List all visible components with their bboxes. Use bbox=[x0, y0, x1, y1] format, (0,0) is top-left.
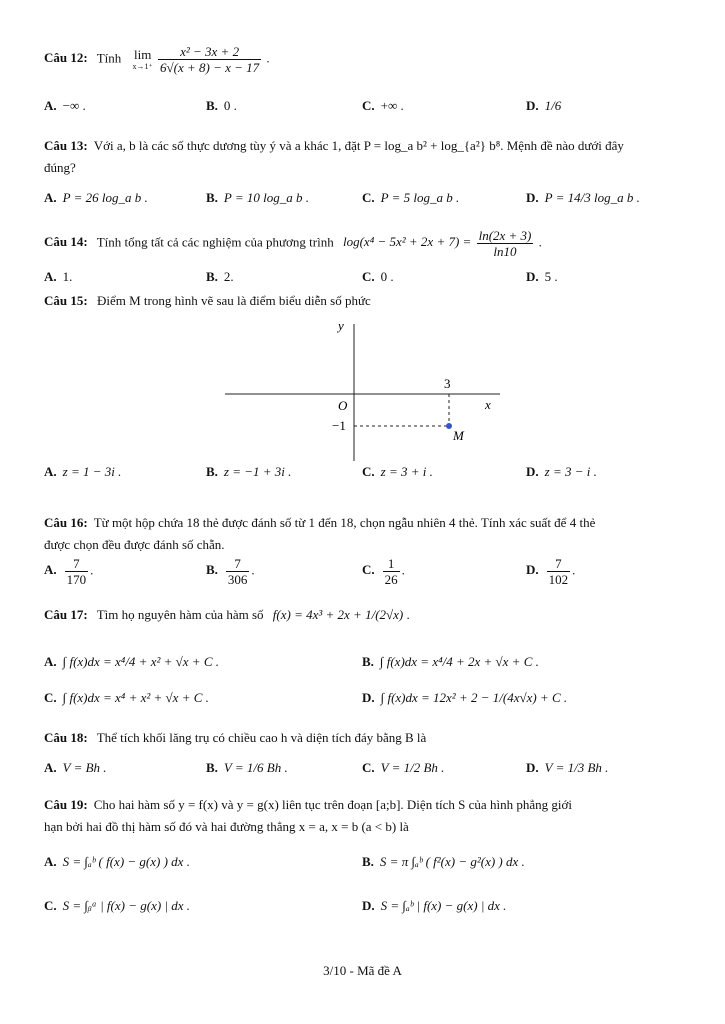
limit-fraction bbox=[158, 44, 261, 75]
option-a[interactable]: A. z = 1 − 3i . bbox=[44, 464, 122, 479]
option-a[interactable]: A. $\frac{7}{170}$ . bbox=[44, 556, 94, 587]
question-text-continued: hạn bởi hai đồ thị hàm số đó và hai đường thẳng x = a, x = b (a < b) là bbox=[44, 819, 409, 834]
question-text: Thể tích khối lăng trụ có chiều cao h và diện tích đáy bằng B là bbox=[96, 730, 427, 745]
option-a[interactable]: A. −∞ . bbox=[44, 98, 86, 113]
question-text: Từ một hộp chứa 18 thẻ được đánh số từ 1 đến 18, chọn ngẫu nhiên 4 thẻ. Tính xác suất để 4 thẻ bbox=[93, 515, 596, 530]
options-row-17a bbox=[44, 650, 681, 676]
option-d[interactable]: D. ∫ f(x)dx = 12x² + 2 − 1/(4x√x) + C . bbox=[362, 690, 568, 705]
question-18 bbox=[44, 727, 681, 749]
options-row-12 bbox=[44, 94, 681, 120]
question-label: Câu 19: bbox=[44, 797, 88, 812]
question-label: Câu 12: bbox=[44, 50, 88, 66]
equation-lhs: log(x⁴ − 5x² + 2x + 7) = bbox=[342, 234, 472, 250]
options-row-19a bbox=[44, 850, 681, 876]
question-label: Câu 13: bbox=[44, 138, 88, 153]
page-footer: 3/10 - Mã đề A bbox=[323, 963, 402, 978]
options-row-17b bbox=[44, 686, 681, 712]
option-d[interactable]: D. 1/6 bbox=[526, 98, 562, 113]
option-b[interactable]: B. 0 . bbox=[206, 98, 237, 113]
question-14: Câu 14: Tính tổng tất cả các nghiệm của phương trình log(x⁴ − 5x² + 2x + 7) = $\frac{\ln(2x + 3)}{\ln 10}$ . bbox=[44, 228, 542, 259]
question-text: Với a, b là các số thực dương tùy ý và a khác 1, đặt P = log_a b² + log_{a²} b⁸. Mệnh đề nào dưới đây bbox=[93, 138, 624, 153]
question-15 bbox=[44, 290, 681, 312]
options-row-18 bbox=[44, 756, 681, 782]
question-16 bbox=[44, 512, 681, 556]
option-b[interactable]: B. S = π ∫ₐᵇ ( f²(x) − g²(x) ) dx . bbox=[362, 854, 525, 869]
fraction-denominator: 6√(x + 8) − x − 17 bbox=[160, 60, 260, 75]
option-d[interactable]: D. V = 1/3 Bh . bbox=[526, 760, 609, 775]
option-d[interactable]: D. 5 . bbox=[526, 269, 558, 284]
options-row-15 bbox=[44, 460, 681, 486]
options-row-13 bbox=[44, 186, 681, 212]
option-c[interactable]: C. S = ∫ᵦᵃ | f(x) − g(x) | dx . bbox=[44, 898, 191, 913]
function-expression: f(x) = 4x³ + 2x + 1/(2√x) bbox=[272, 607, 404, 622]
y-tick-label: −1 bbox=[332, 418, 346, 433]
limit-subscript: x→1⁺ bbox=[132, 62, 153, 71]
equation-fraction: $\frac{\ln(2x + 3)}{\ln 10}$ bbox=[478, 228, 532, 259]
option-d[interactable]: D. S = ∫ₐᵇ | f(x) − g(x) | dx . bbox=[362, 898, 507, 913]
question-13 bbox=[44, 135, 681, 179]
option-b[interactable]: B. ∫ f(x)dx = x⁴/4 + 2x + √x + C . bbox=[362, 654, 539, 669]
question-text: Tính tổng tất cả các nghiệm của phương trình bbox=[96, 234, 334, 250]
option-c[interactable]: C. V = 1/2 Bh . bbox=[362, 760, 445, 775]
option-d[interactable]: D. $\frac{7}{102}$ . bbox=[526, 556, 576, 587]
option-a[interactable]: A. 1. bbox=[44, 269, 73, 284]
question-text: Tìm họ nguyên hàm của hàm số bbox=[96, 607, 264, 622]
question-12: Câu 12: Tính lim x→1⁺ $\frac{\text{x² − 3x + 2}}{6√(x + 8) - x - 17}$ . bbox=[44, 44, 270, 75]
question-label: Câu 15: bbox=[44, 293, 88, 308]
question-label: Câu 17: bbox=[44, 607, 88, 622]
question-label: Câu 14: bbox=[44, 234, 88, 250]
origin-label: O bbox=[338, 398, 348, 413]
options-row-16 bbox=[44, 556, 681, 592]
option-c[interactable]: C. P = 5 log_a b . bbox=[362, 190, 460, 205]
question-text-continued: được chọn đều được đánh số chẵn. bbox=[44, 537, 225, 552]
option-b[interactable]: B. z = −1 + 3i . bbox=[206, 464, 292, 479]
option-d[interactable]: D. P = 14/3 log_a b . bbox=[526, 190, 640, 205]
complex-plane-figure bbox=[220, 316, 510, 466]
point-m bbox=[446, 423, 452, 429]
option-c[interactable]: C. $\frac{1}{26}$ . bbox=[362, 556, 405, 587]
x-axis-label: x bbox=[485, 397, 491, 412]
option-a[interactable]: A. S = ∫ₐᵇ ( f(x) − g(x) ) dx . bbox=[44, 854, 190, 869]
x-tick-label: 3 bbox=[444, 376, 451, 391]
option-c[interactable]: C. z = 3 + i . bbox=[362, 464, 433, 479]
option-b[interactable]: B. $\frac{7}{306}$ . bbox=[206, 556, 255, 587]
y-axis-label: y bbox=[338, 318, 344, 333]
option-b[interactable]: B. V = 1/6 Bh . bbox=[206, 760, 288, 775]
option-a[interactable]: A. ∫ f(x)dx = x⁴/4 + x² + √x + C . bbox=[44, 654, 219, 669]
options-row-19b bbox=[44, 894, 681, 920]
option-c[interactable]: C. 0 . bbox=[362, 269, 394, 284]
option-b[interactable]: B. P = 10 log_a b . bbox=[206, 190, 310, 205]
option-a[interactable]: A. V = Bh . bbox=[44, 760, 107, 775]
options-row-14 bbox=[44, 265, 681, 291]
point-label: M bbox=[453, 428, 464, 443]
fraction-numerator: x² − 3x + 2 bbox=[158, 44, 261, 60]
question-label: Câu 16: bbox=[44, 515, 88, 530]
question-text-continued: đúng? bbox=[44, 160, 76, 175]
question-text: Cho hai hàm số y = f(x) và y = g(x) liên tục trên đoạn [a;b]. Diện tích S của hình phẳng giới bbox=[93, 797, 572, 812]
question-label: Câu 18: bbox=[44, 730, 88, 745]
option-a[interactable]: A. P = 26 log_a b . bbox=[44, 190, 148, 205]
question-19 bbox=[44, 794, 681, 838]
option-d[interactable]: D. z = 3 − i . bbox=[526, 464, 597, 479]
option-b[interactable]: B. 2. bbox=[206, 269, 234, 284]
question-17: Câu 17: Tìm họ nguyên hàm của hàm số f(x) = 4x³ + 2x + 1/(2√x) . bbox=[44, 607, 410, 622]
option-c[interactable]: C. ∫ f(x)dx = x⁴ + x² + √x + C . bbox=[44, 690, 209, 705]
option-c[interactable]: C. +∞ . bbox=[362, 98, 404, 113]
question-text: Tính bbox=[96, 50, 122, 66]
question-text: Điểm M trong hình vẽ sau là điểm biểu diễn số phức bbox=[96, 293, 371, 308]
